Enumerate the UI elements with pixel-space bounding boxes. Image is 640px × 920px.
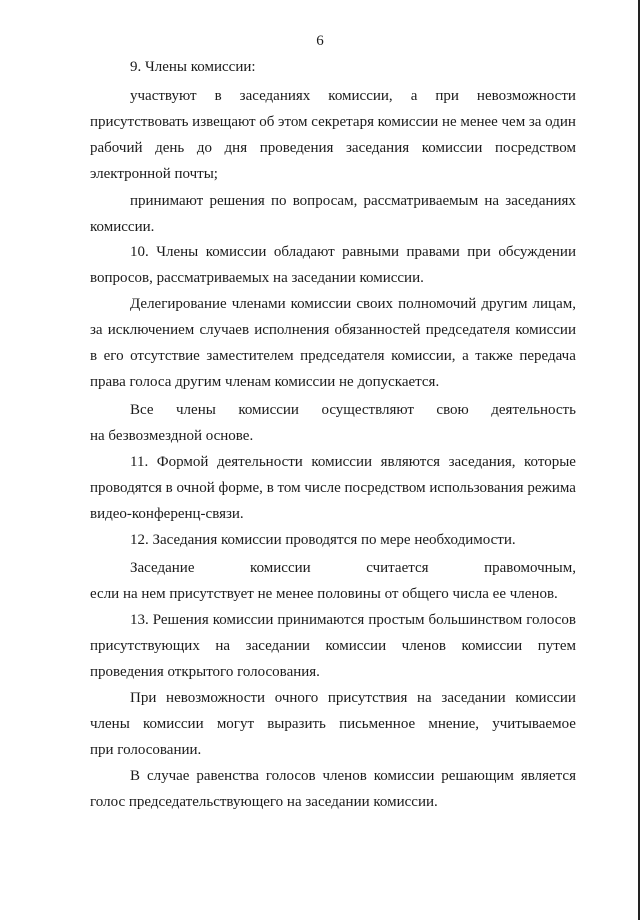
word: об — [259, 114, 275, 130]
word: вопросам, — [292, 193, 358, 209]
text-line — [90, 291, 576, 317]
text-line: комиссии. — [90, 219, 155, 235]
word: при — [467, 244, 491, 260]
word: деятельности — [216, 454, 303, 470]
word: могут — [216, 716, 255, 732]
paragraph-10 — [90, 239, 576, 291]
word: секретаря — [311, 114, 374, 130]
text-line: если на нем присутствует не менее половины от общего числа ее членов. — [90, 586, 558, 602]
word: обсуждении — [498, 244, 576, 260]
text-line: электронной почты; — [90, 166, 218, 182]
paragraph-12 — [90, 527, 576, 553]
paragraph-12-quorum — [90, 555, 576, 607]
word: большинством — [428, 612, 523, 628]
word: деятельность — [491, 402, 576, 418]
word: Формой — [156, 454, 209, 470]
word: заседаниях — [239, 88, 311, 104]
word: 13. — [130, 612, 149, 628]
text-line: вопросов, рассматриваемых на заседании комиссии. — [90, 270, 424, 286]
word: на — [484, 193, 500, 209]
word: простым — [368, 612, 425, 628]
word: другим — [481, 296, 528, 312]
word: менее — [460, 114, 498, 130]
word: отсутствие — [130, 348, 200, 364]
text-line — [90, 109, 576, 135]
word: посредством — [344, 480, 426, 496]
word: том — [277, 480, 301, 496]
word: комиссии — [290, 296, 352, 312]
paragraph-9-title — [90, 54, 576, 80]
text-line: права голоса другим членам комиссии не допускается. — [90, 374, 440, 390]
word: очного — [274, 690, 319, 706]
word: передача — [519, 348, 576, 364]
text-line: проведения открытого голосования. — [90, 664, 320, 680]
word: а — [410, 88, 418, 104]
text-line — [90, 188, 576, 214]
word: использования — [429, 480, 524, 496]
word: решающим — [441, 768, 514, 784]
word: заседании — [441, 690, 506, 706]
word: на — [417, 690, 432, 706]
page-number: 6 — [316, 33, 324, 49]
word: В — [130, 768, 141, 784]
word: за — [90, 322, 103, 338]
word: председателя — [425, 322, 511, 338]
text-line — [90, 83, 576, 109]
word: равенства — [196, 768, 259, 784]
word: в — [266, 480, 274, 496]
text-line — [90, 607, 576, 633]
text-line — [90, 449, 576, 475]
word: заседаниях — [505, 193, 576, 209]
word: письменное — [339, 716, 416, 732]
word: При — [130, 690, 157, 706]
word: также — [475, 348, 513, 364]
word: комиссии — [461, 638, 523, 654]
word: Все — [130, 402, 154, 418]
text-line — [90, 711, 576, 737]
word: членами — [231, 296, 286, 312]
word: режима — [527, 480, 576, 496]
word: рассматриваемым — [363, 193, 479, 209]
word: комиссии — [205, 244, 267, 260]
text-line: 9. Члены комиссии: — [130, 59, 256, 75]
word: присутствия — [327, 690, 408, 706]
word: этом — [278, 114, 308, 130]
word: решения — [209, 193, 265, 209]
word: выразить — [267, 716, 326, 732]
word: принимают — [130, 193, 204, 209]
word: свою — [436, 402, 469, 418]
word: проводятся — [90, 480, 162, 496]
text-line — [90, 633, 576, 659]
word: комиссии — [212, 612, 274, 628]
word: по — [270, 193, 287, 209]
text-line — [90, 239, 576, 265]
word: являются — [380, 454, 441, 470]
word: мнение, — [428, 716, 479, 732]
word: заседании — [245, 638, 310, 654]
word: своих — [356, 296, 394, 312]
word: комиссии — [142, 716, 204, 732]
word: обладают — [273, 244, 335, 260]
word: посредством — [494, 140, 576, 156]
paragraph-9-item-participate — [90, 83, 576, 187]
word: извещают — [192, 114, 256, 130]
word: принимаются — [277, 612, 365, 628]
text-line — [90, 555, 576, 581]
word: участвуют — [130, 88, 197, 104]
word: комиссии — [311, 454, 373, 470]
word: комиссии — [325, 638, 387, 654]
word: заседания — [346, 140, 410, 156]
word: членов — [401, 638, 446, 654]
word: форме, — [218, 480, 263, 496]
word: рабочий — [90, 140, 143, 156]
text-line: при голосовании. — [90, 742, 202, 758]
text-line: голос председательствующего на заседании комиссии. — [90, 794, 438, 810]
word: случае — [146, 768, 190, 784]
word: правами — [406, 244, 460, 260]
word: случаев — [199, 322, 250, 338]
paragraph-13-written-opinion — [90, 685, 576, 763]
text-line — [90, 135, 576, 161]
word: 11. — [130, 454, 149, 470]
text-line — [90, 685, 576, 711]
word: за — [528, 114, 542, 130]
word: исполнения — [254, 322, 330, 338]
word: правомочным, — [484, 560, 576, 576]
word: невозможности — [166, 690, 266, 706]
paragraph-13-tie-vote — [90, 763, 576, 815]
word: не — [441, 114, 457, 130]
text-line — [90, 763, 576, 789]
word: осуществляют — [321, 402, 414, 418]
word: очной — [176, 480, 215, 496]
word: день — [155, 140, 185, 156]
word: является — [520, 768, 576, 784]
word: комиссии, — [391, 348, 456, 364]
word: лицам, — [532, 296, 576, 312]
text-line — [90, 343, 576, 369]
word: комиссии — [377, 114, 439, 130]
paragraph-13 — [90, 607, 576, 685]
word: путем — [537, 638, 576, 654]
word: голосов — [265, 768, 316, 784]
word: комиссии — [515, 322, 576, 338]
word: заседания, — [448, 454, 516, 470]
word: члены — [90, 716, 130, 732]
word: комиссии — [515, 690, 576, 706]
text-line: 12. Заседания комиссии проводятся по мере необходимости. — [130, 532, 516, 548]
paragraph-10-delegation — [90, 291, 576, 395]
word: комиссии — [421, 140, 483, 156]
word: которые — [524, 454, 576, 470]
word: проведения — [259, 140, 334, 156]
word: при — [435, 88, 459, 104]
word: дня — [224, 140, 248, 156]
text-line — [90, 475, 576, 501]
word: комиссии — [250, 560, 311, 576]
word: члены — [176, 402, 216, 418]
word: голосов — [526, 612, 576, 628]
word: чем — [501, 114, 526, 130]
word: комиссии — [238, 402, 299, 418]
text-line — [90, 397, 576, 423]
word: присутствующих — [90, 638, 200, 654]
word: присутствовать — [90, 114, 189, 130]
word: его — [103, 348, 124, 364]
word: невозможности — [476, 88, 576, 104]
word: исключением — [107, 322, 195, 338]
paragraph-11 — [90, 449, 576, 527]
text-line: на безвозмездной основе. — [90, 428, 254, 444]
text-line: видео-конференц-связи. — [90, 506, 244, 522]
text-line — [90, 317, 576, 343]
word: заместителем — [206, 348, 294, 364]
word: равными — [342, 244, 400, 260]
word: а — [462, 348, 469, 364]
word: комиссии, — [328, 88, 393, 104]
word: Решения — [152, 612, 209, 628]
word: учитываемое — [492, 716, 576, 732]
word: один — [545, 114, 576, 130]
word: обязанностей — [334, 322, 421, 338]
paragraph-9-item-decide — [90, 188, 576, 240]
word: числе — [304, 480, 341, 496]
word: Заседание — [130, 560, 195, 576]
word: комиссии — [373, 768, 435, 784]
word: в — [90, 348, 98, 364]
paragraph-10-free-basis — [90, 397, 576, 449]
word: в — [214, 88, 222, 104]
word: считается — [366, 560, 429, 576]
word: полномочий — [398, 296, 477, 312]
word: Члены — [156, 244, 199, 260]
word: на — [215, 638, 231, 654]
word: в — [165, 480, 173, 496]
word: до — [196, 140, 212, 156]
word: членов — [322, 768, 367, 784]
word: Делегирование — [130, 296, 227, 312]
word: 10. — [130, 244, 149, 260]
word: председателя — [300, 348, 385, 364]
